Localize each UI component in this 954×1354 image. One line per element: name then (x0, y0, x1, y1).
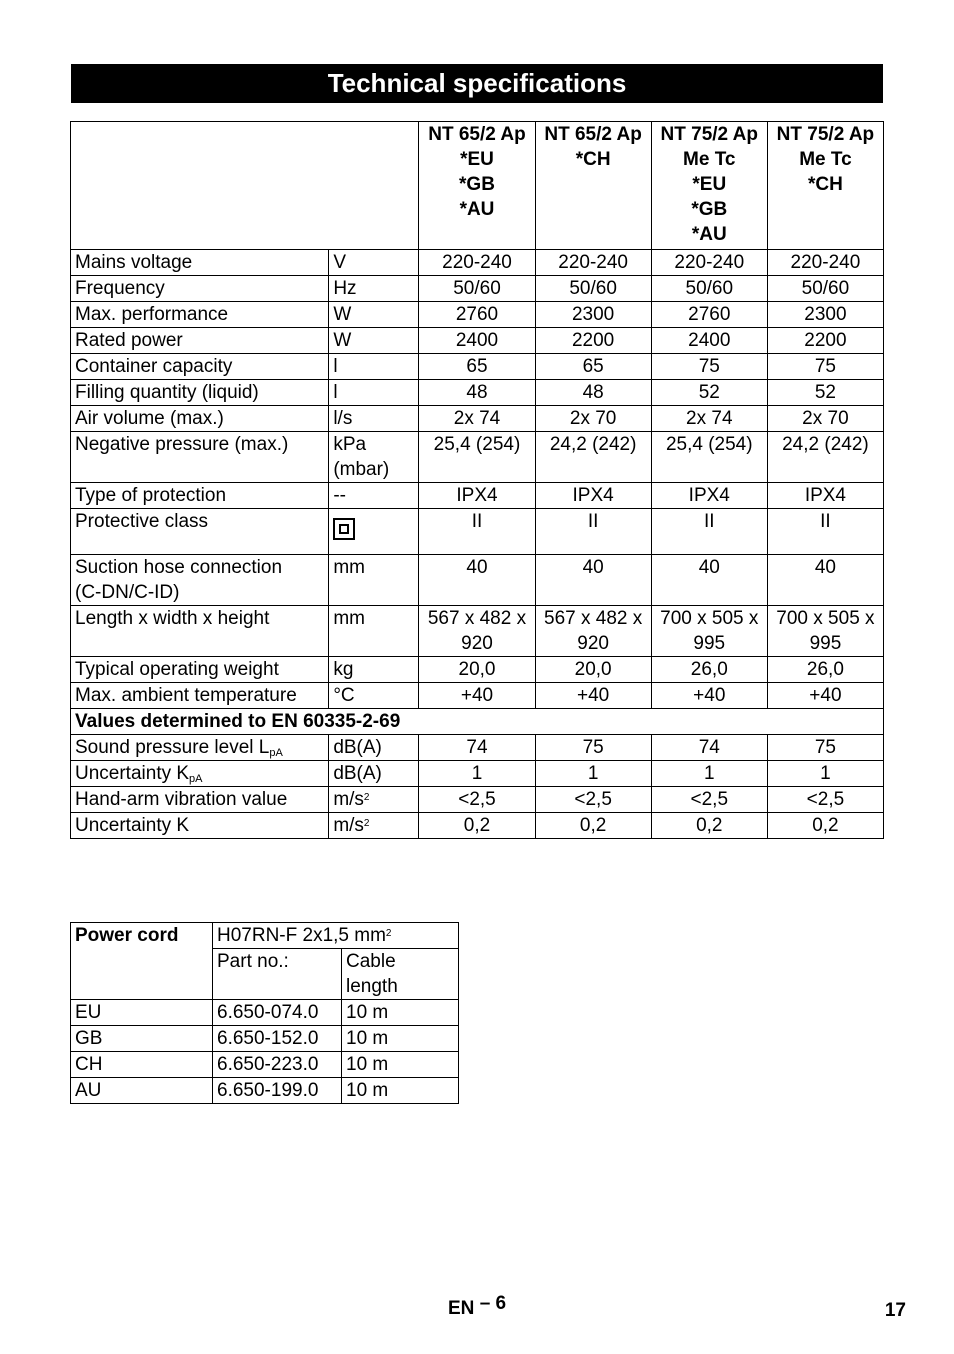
param-label: Rated power (75, 330, 183, 351)
param-cell (71, 555, 329, 606)
page-title: Technical specifications (71, 64, 883, 103)
unit-cell (329, 657, 419, 683)
value-cell: II (419, 509, 535, 555)
value-cell: 74 (651, 735, 767, 761)
unit-cell (329, 787, 419, 813)
page-number: 17 (884, 1300, 906, 1321)
part-no-cell: 6.650-223.0 (213, 1052, 342, 1078)
section-row (71, 709, 884, 735)
region-cell: EU (71, 1000, 213, 1026)
unit-cell (329, 432, 419, 483)
model-line: Me Tc (799, 149, 852, 170)
table-row (71, 1078, 459, 1104)
value-cell: 2400 (651, 328, 767, 354)
unit-label: l (333, 356, 338, 377)
param-cell (71, 276, 329, 302)
unit-label: mm (333, 557, 365, 578)
table-row (71, 606, 884, 657)
value-cell: IPX4 (535, 483, 651, 509)
value-cell: 24,2 (242) (535, 432, 651, 483)
model-line: *EU (692, 174, 727, 195)
model-line: *CH (575, 149, 611, 170)
unit-superscript: 2 (363, 792, 370, 803)
unit-label: dB(A) (333, 737, 382, 758)
model-header (535, 122, 651, 250)
value-cell: 0,2 (535, 813, 651, 839)
value-cell: 75 (535, 735, 651, 761)
unit-label: kg (333, 659, 354, 680)
unit-label: °C (333, 685, 355, 706)
footer-section-page: 6 (495, 1293, 507, 1314)
table-row (71, 1026, 459, 1052)
value-cell: 20,0 (419, 657, 535, 683)
value-cell: 2300 (535, 302, 651, 328)
model-line: *GB (459, 174, 495, 195)
table-row (71, 1052, 459, 1078)
value-cell: II (535, 509, 651, 555)
unit-cell (329, 606, 419, 657)
value-cell: 65 (419, 354, 535, 380)
table-row (71, 432, 884, 483)
param-cell (71, 380, 329, 406)
model-header (767, 122, 883, 250)
unit-cell (329, 276, 419, 302)
value-cell: 700 x 505 x 995 (767, 606, 883, 657)
table-row (71, 735, 884, 761)
unit-cell (329, 683, 419, 709)
value-cell: 26,0 (767, 657, 883, 683)
specifications-table (70, 121, 884, 839)
unit-cell (329, 328, 419, 354)
unit-cell (329, 761, 419, 787)
unit-cell (329, 483, 419, 509)
value-cell: 2x 74 (419, 406, 535, 432)
value-cell: II (651, 509, 767, 555)
value-cell: +40 (651, 683, 767, 709)
value-cell: 1 (651, 761, 767, 787)
param-cell (71, 302, 329, 328)
model-line: *AU (459, 199, 495, 220)
value-cell: 700 x 505 x 995 (651, 606, 767, 657)
cable-length-header: Cable length (342, 949, 459, 1000)
table-row (71, 302, 884, 328)
value-cell: 48 (419, 380, 535, 406)
footer-dash: – (479, 1293, 491, 1314)
value-cell: 26,0 (651, 657, 767, 683)
value-cell: IPX4 (419, 483, 535, 509)
cord-type: H07RN-F 2x1,5 mm (217, 925, 386, 946)
param-cell (71, 483, 329, 509)
value-cell: II (767, 509, 883, 555)
value-cell: 75 (767, 354, 883, 380)
footer-language-page (448, 1293, 507, 1320)
value-cell: 24,2 (242) (767, 432, 883, 483)
param-label: Length x width x height (75, 608, 270, 629)
param-label: Uncertainty K (75, 815, 190, 836)
value-cell: 2200 (767, 328, 883, 354)
value-cell: 0,2 (767, 813, 883, 839)
value-cell: 52 (767, 380, 883, 406)
value-cell: 1 (767, 761, 883, 787)
param-cell (71, 683, 329, 709)
value-cell: 2x 70 (535, 406, 651, 432)
param-cell (71, 509, 329, 555)
param-label: Type of protection (75, 485, 227, 506)
value-cell: 65 (535, 354, 651, 380)
param-cell (71, 787, 329, 813)
param-label: Mains voltage (75, 252, 193, 273)
table-row (71, 276, 884, 302)
value-cell: 567 x 482 x 920 (535, 606, 651, 657)
cable-length-cell: 10 m (342, 1000, 459, 1026)
param-subscript: pA (189, 773, 203, 785)
value-cell: +40 (767, 683, 883, 709)
unit-label: l (333, 382, 338, 403)
param-label: Suction hose connection (C-DN/C-ID) (75, 557, 283, 603)
param-cell (71, 406, 329, 432)
param-label: Typical operating weight (75, 659, 279, 680)
model-line: *CH (808, 174, 843, 195)
table-header-row (71, 122, 884, 250)
param-label: Frequency (75, 278, 165, 299)
cord-type-superscript: 2 (385, 928, 392, 939)
table-row (71, 657, 884, 683)
unit-cell (329, 250, 419, 276)
value-cell: 40 (535, 555, 651, 606)
value-cell: 220-240 (419, 250, 535, 276)
value-cell: 2300 (767, 302, 883, 328)
table-row (71, 813, 884, 839)
param-label: Hand-arm vibration value (75, 789, 288, 810)
value-cell: 220-240 (535, 250, 651, 276)
unit-superscript: 2 (363, 818, 370, 829)
footer-language: EN (448, 1298, 475, 1319)
value-cell: 52 (651, 380, 767, 406)
header-empty-cell (71, 122, 419, 250)
value-cell: 2760 (651, 302, 767, 328)
unit-cell (329, 509, 419, 555)
part-no-cell: 6.650-152.0 (213, 1026, 342, 1052)
value-cell: <2,5 (651, 787, 767, 813)
value-cell: 0,2 (651, 813, 767, 839)
value-cell: 40 (767, 555, 883, 606)
table-row (71, 380, 884, 406)
value-cell: 220-240 (651, 250, 767, 276)
unit-label: l/s (333, 408, 353, 429)
param-cell (71, 606, 329, 657)
cable-length-cell: 10 m (342, 1052, 459, 1078)
unit-label: kPa (mbar) (333, 434, 390, 480)
unit-cell (329, 813, 419, 839)
value-cell: 48 (535, 380, 651, 406)
param-cell (71, 354, 329, 380)
unit-label: W (333, 330, 352, 351)
value-cell: 2x 74 (651, 406, 767, 432)
param-label: Container capacity (75, 356, 233, 377)
model-line: *AU (691, 224, 727, 245)
unit-cell (329, 406, 419, 432)
value-cell: 40 (419, 555, 535, 606)
param-label: Air volume (max.) (75, 408, 224, 429)
value-cell: +40 (535, 683, 651, 709)
table-row (71, 1000, 459, 1026)
power-cord-table (70, 922, 459, 1104)
param-label: Max. ambient temperature (75, 685, 297, 706)
value-cell: IPX4 (651, 483, 767, 509)
region-cell: CH (71, 1052, 213, 1078)
param-label: Protective class (75, 511, 209, 532)
value-cell: <2,5 (767, 787, 883, 813)
unit-label: mm (333, 608, 365, 629)
model-line: NT 65/2 Ap (544, 124, 642, 145)
param-cell (71, 761, 329, 787)
table-row (71, 406, 884, 432)
cord-header-row (71, 923, 459, 949)
unit-label: m/s (333, 815, 364, 836)
unit-cell (329, 354, 419, 380)
value-cell: 50/60 (651, 276, 767, 302)
param-label: Filling quantity (liquid) (75, 382, 259, 403)
unit-label: Hz (333, 278, 357, 299)
model-line: Me Tc (683, 149, 736, 170)
value-cell: 2760 (419, 302, 535, 328)
model-line: *EU (460, 149, 494, 170)
value-cell: 2200 (535, 328, 651, 354)
region-cell: GB (71, 1026, 213, 1052)
unit-label: V (333, 252, 346, 273)
param-label: Max. performance (75, 304, 229, 325)
unit-label: dB(A) (333, 763, 382, 784)
value-cell: 50/60 (535, 276, 651, 302)
value-cell: <2,5 (535, 787, 651, 813)
param-cell (71, 432, 329, 483)
unit-cell (329, 380, 419, 406)
part-no-cell: 6.650-074.0 (213, 1000, 342, 1026)
table-row (71, 328, 884, 354)
param-cell (71, 328, 329, 354)
part-no-cell: 6.650-199.0 (213, 1078, 342, 1104)
model-header (651, 122, 767, 250)
value-cell: 2400 (419, 328, 535, 354)
value-cell: 75 (767, 735, 883, 761)
part-no-header: Part no.: (213, 949, 342, 1000)
cable-length-cell: 10 m (342, 1026, 459, 1052)
section-heading: Values determined to EN 60335-2-69 (71, 709, 884, 735)
table-row (71, 683, 884, 709)
value-cell: 25,4 (254) (419, 432, 535, 483)
unit-cell (329, 555, 419, 606)
value-cell: 220-240 (767, 250, 883, 276)
table-row (71, 509, 884, 555)
model-header (419, 122, 535, 250)
param-cell (71, 735, 329, 761)
value-cell: 567 x 482 x 920 (419, 606, 535, 657)
model-line: NT 75/2 Ap (776, 124, 875, 145)
value-cell: 2x 70 (767, 406, 883, 432)
param-cell (71, 813, 329, 839)
region-cell: AU (71, 1078, 213, 1104)
value-cell: 25,4 (254) (651, 432, 767, 483)
table-row (71, 761, 884, 787)
power-cord-label: Power cord (71, 923, 213, 1000)
value-cell: +40 (419, 683, 535, 709)
param-label: Uncertainty K (75, 763, 190, 784)
value-cell: 1 (535, 761, 651, 787)
protective-class-ii-icon (333, 518, 355, 540)
value-cell: 1 (419, 761, 535, 787)
value-cell: 40 (651, 555, 767, 606)
model-line: NT 75/2 Ap (660, 124, 759, 145)
table-row (71, 787, 884, 813)
table-row (71, 483, 884, 509)
model-line: NT 65/2 Ap (428, 124, 526, 145)
param-subscript: pA (269, 747, 283, 759)
param-cell (71, 657, 329, 683)
unit-label: m/s (333, 789, 364, 810)
model-line: *GB (691, 199, 728, 220)
unit-label: -- (333, 485, 346, 506)
unit-cell (329, 302, 419, 328)
table-row (71, 555, 884, 606)
param-label: Negative pressure (max.) (75, 434, 289, 455)
value-cell: 50/60 (767, 276, 883, 302)
unit-cell (329, 735, 419, 761)
value-cell: 0,2 (419, 813, 535, 839)
value-cell: IPX4 (767, 483, 883, 509)
value-cell: 20,0 (535, 657, 651, 683)
value-cell: 75 (651, 354, 767, 380)
cable-length-cell: 10 m (342, 1078, 459, 1104)
param-label: Sound pressure level L (75, 737, 270, 758)
value-cell: 74 (419, 735, 535, 761)
table-row (71, 250, 884, 276)
cord-type-cell (213, 923, 459, 949)
value-cell: <2,5 (419, 787, 535, 813)
unit-label: W (333, 304, 352, 325)
value-cell: 50/60 (419, 276, 535, 302)
param-cell (71, 250, 329, 276)
table-row (71, 354, 884, 380)
